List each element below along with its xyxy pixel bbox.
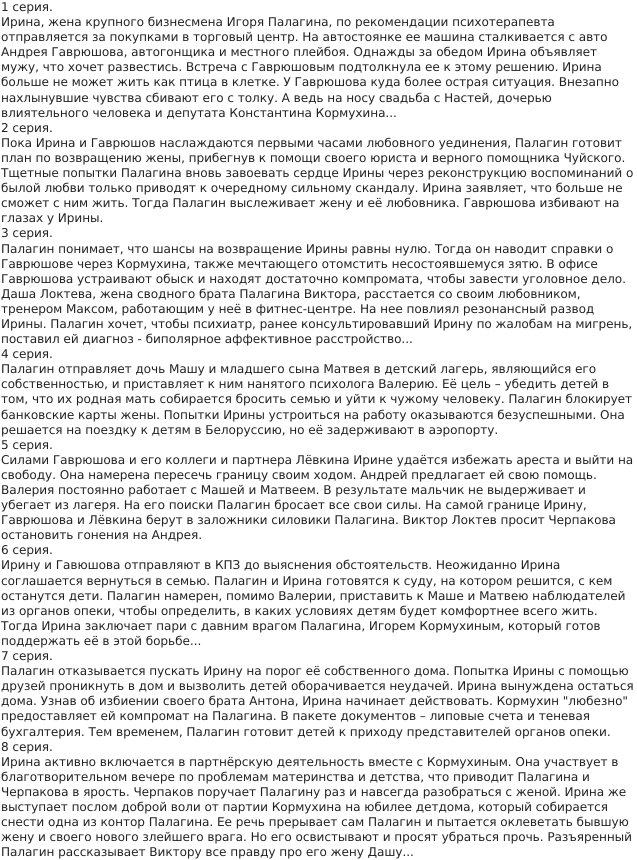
episode-4	[1, 347, 637, 438]
episode-title: 3 серия.	[1, 226, 53, 241]
episode-title: 5 серия.	[1, 437, 53, 452]
episode-8	[1, 740, 637, 860]
episode-text: Палагин отказывается пускать Ирину на порог её собственного дома. Попытка Ирины с помощью друзей проникнуть в дом и вызволить детей оборачивается неудачей. Ирина вынуждена остаться дома. Узнав об избиении своего брата Антона, Ирина начинает действовать. Кормухин "любезно" предоставляет ей компромат на Палагина. В пакете документов – липовые счета и теневая бухгалтерия. Тем временем, Палагин готовит детей к приходу представителей органов опеки.	[1, 664, 634, 739]
episode-title: 7 серия.	[1, 649, 53, 664]
episode-text: Ирина, жена крупного бизнесмена Игоря Палагина, по рекомендации психотерапевта отправляется за покупками в торговый центр. На автостоянке ее машина сталкивается с авто Андрея Гаврюшова, автогонщика и местного плейбоя. Однажды за обедом Ирина объявляет мужу, что хочет развестись. Встреча с Гаврюшовым подтолкнула ее к этому решению. Ирина больше не может жить как птица в клетке. У Гаврюшова куда более острая ситуация. Внезапно нахлынувшие чувства сбивают его с толку. А ведь на носу свадьба с Настей, дочерью влиятельного человека и депутата Константина Кормухина...	[1, 15, 619, 120]
episode-7	[1, 649, 637, 740]
episode-text: Пока Ирина и Гаврюшов наслаждаются первыми часами любовного уединения, Палагин готовит план по возвращению жены, прибегнув к помощи своего юриста и верного помощника Чуйского. Тщетные попытки Палагина вновь завоевать сердце Ирины через реконструкцию воспоминаний о былой любви только приводят к очередному сильному скандалу. Ирина заявляет, что больше не сможет с ним жить. Тогда Палагин выслеживает жену и её любовника. Гаврюшова избивают на глазах у Ирины.	[1, 135, 634, 226]
episode-title: 4 серия.	[1, 347, 53, 362]
episode-text: Силами Гаврюшова и его коллеги и партнера Лёвкина Ирине удаётся избежать ареста и выйти на свободу. Она намерена пересечь границу своим ходом. Андрей предлагает ей свою помощь. Валерия постоянно работает с Машей и Матвеем. В результате мальчик не выдерживает и убегает из лагеря. На его поиски Палагин бросает все свои силы. На самой границе Ирину, Гаврюшова и Лёвкина берут в заложники силовики Палагина. Виктор Локтев просит Черпакова остановить гонения на Андрея.	[1, 452, 634, 543]
episode-2	[1, 121, 637, 227]
episode-text: Ирину и Гавюшова отправляют в КПЗ до выяснения обстоятельств. Неожиданно Ирина соглашается вернуться в семью. Палагин и Ирина готовятся к суду, на котором решится, с кем останутся дети. Палагин намерен, помимо Валерии, приставить к Маше и Матвею наблюдателей из органов опеки, чтобы определить, в каких условиях детям будет комфортнее всего жить. Тогда Ирина заключает пари с давним врагом Палагина, Игорем Кормухиным, который готов поддержать её в этой борьбе...	[1, 558, 626, 648]
episode-title: 8 серия.	[1, 739, 53, 754]
episode-5	[1, 438, 637, 544]
episode-text: Палагин отправляет дочь Машу и младшего сына Матвея в детский лагерь, являющийся его собственностью, и приставляет к ним нанятого психолога Валерию. Её цель – убедить детей в том, что их родная мать собирается бросить семью и уйти к чужому человеку. Палагин блокирует банковские карты жены. Попытки Ирины устроиться на работу оказываются безуспешными. Она решается на поездку к детям в Белоруссию, но её задерживают в аэропорту.	[1, 362, 633, 437]
episode-3	[1, 226, 637, 347]
episode-text: Ирина активно включается в партнёрскую деятельность вместе с Кормухиным. Она участвует в благотворительном вечере по проблемам материнства и детства, что приводит Палагина и Черпакова в ярость. Черпаков поручает Палагину раз и навсегда разобраться с женой. Ирина же выступает послом доброй воли от партии Кормухина на юбилее детдома, который собирается снести одна из контор Палагина. Ее речь прерывает сам Палагин и пытается оклеветать бывшую жену и своего нового злейшего врага. Но его освистывают и просят убраться прочь. Разъяренный Палагин рассказывает Виктору все правду про его жену Дашу...	[1, 754, 632, 860]
episode-text: Палагин понимает, что шансы на возвращение Ирины равны нулю. Тогда он наводит справки о Гаврюшове через Кормухина, также мечтающего отомстить несостоявшемуся зятю. В офисе Гаврюшова устраивают обыск и находят достаточно компромата, чтобы завести уголовное дело. Даша Локтева, жена сводного брата Палагина Виктора, расстается со своим любовником, тренером Максом, работающим у неё в фитнес-центре. На нее повлиял резонансный развод Ирины. Палагин хочет, чтобы психиатр, ранее консультировавший Ирину по жалобам на мигрень, поставил ей диагноз - биполярное аффективное расстройство...	[1, 241, 633, 347]
episode-title: 6 серия.	[1, 543, 53, 558]
episode-1	[1, 0, 637, 121]
episode-title: 2 серия.	[1, 120, 53, 135]
episode-6	[1, 543, 637, 649]
episode-title: 1 серия.	[1, 0, 53, 14]
